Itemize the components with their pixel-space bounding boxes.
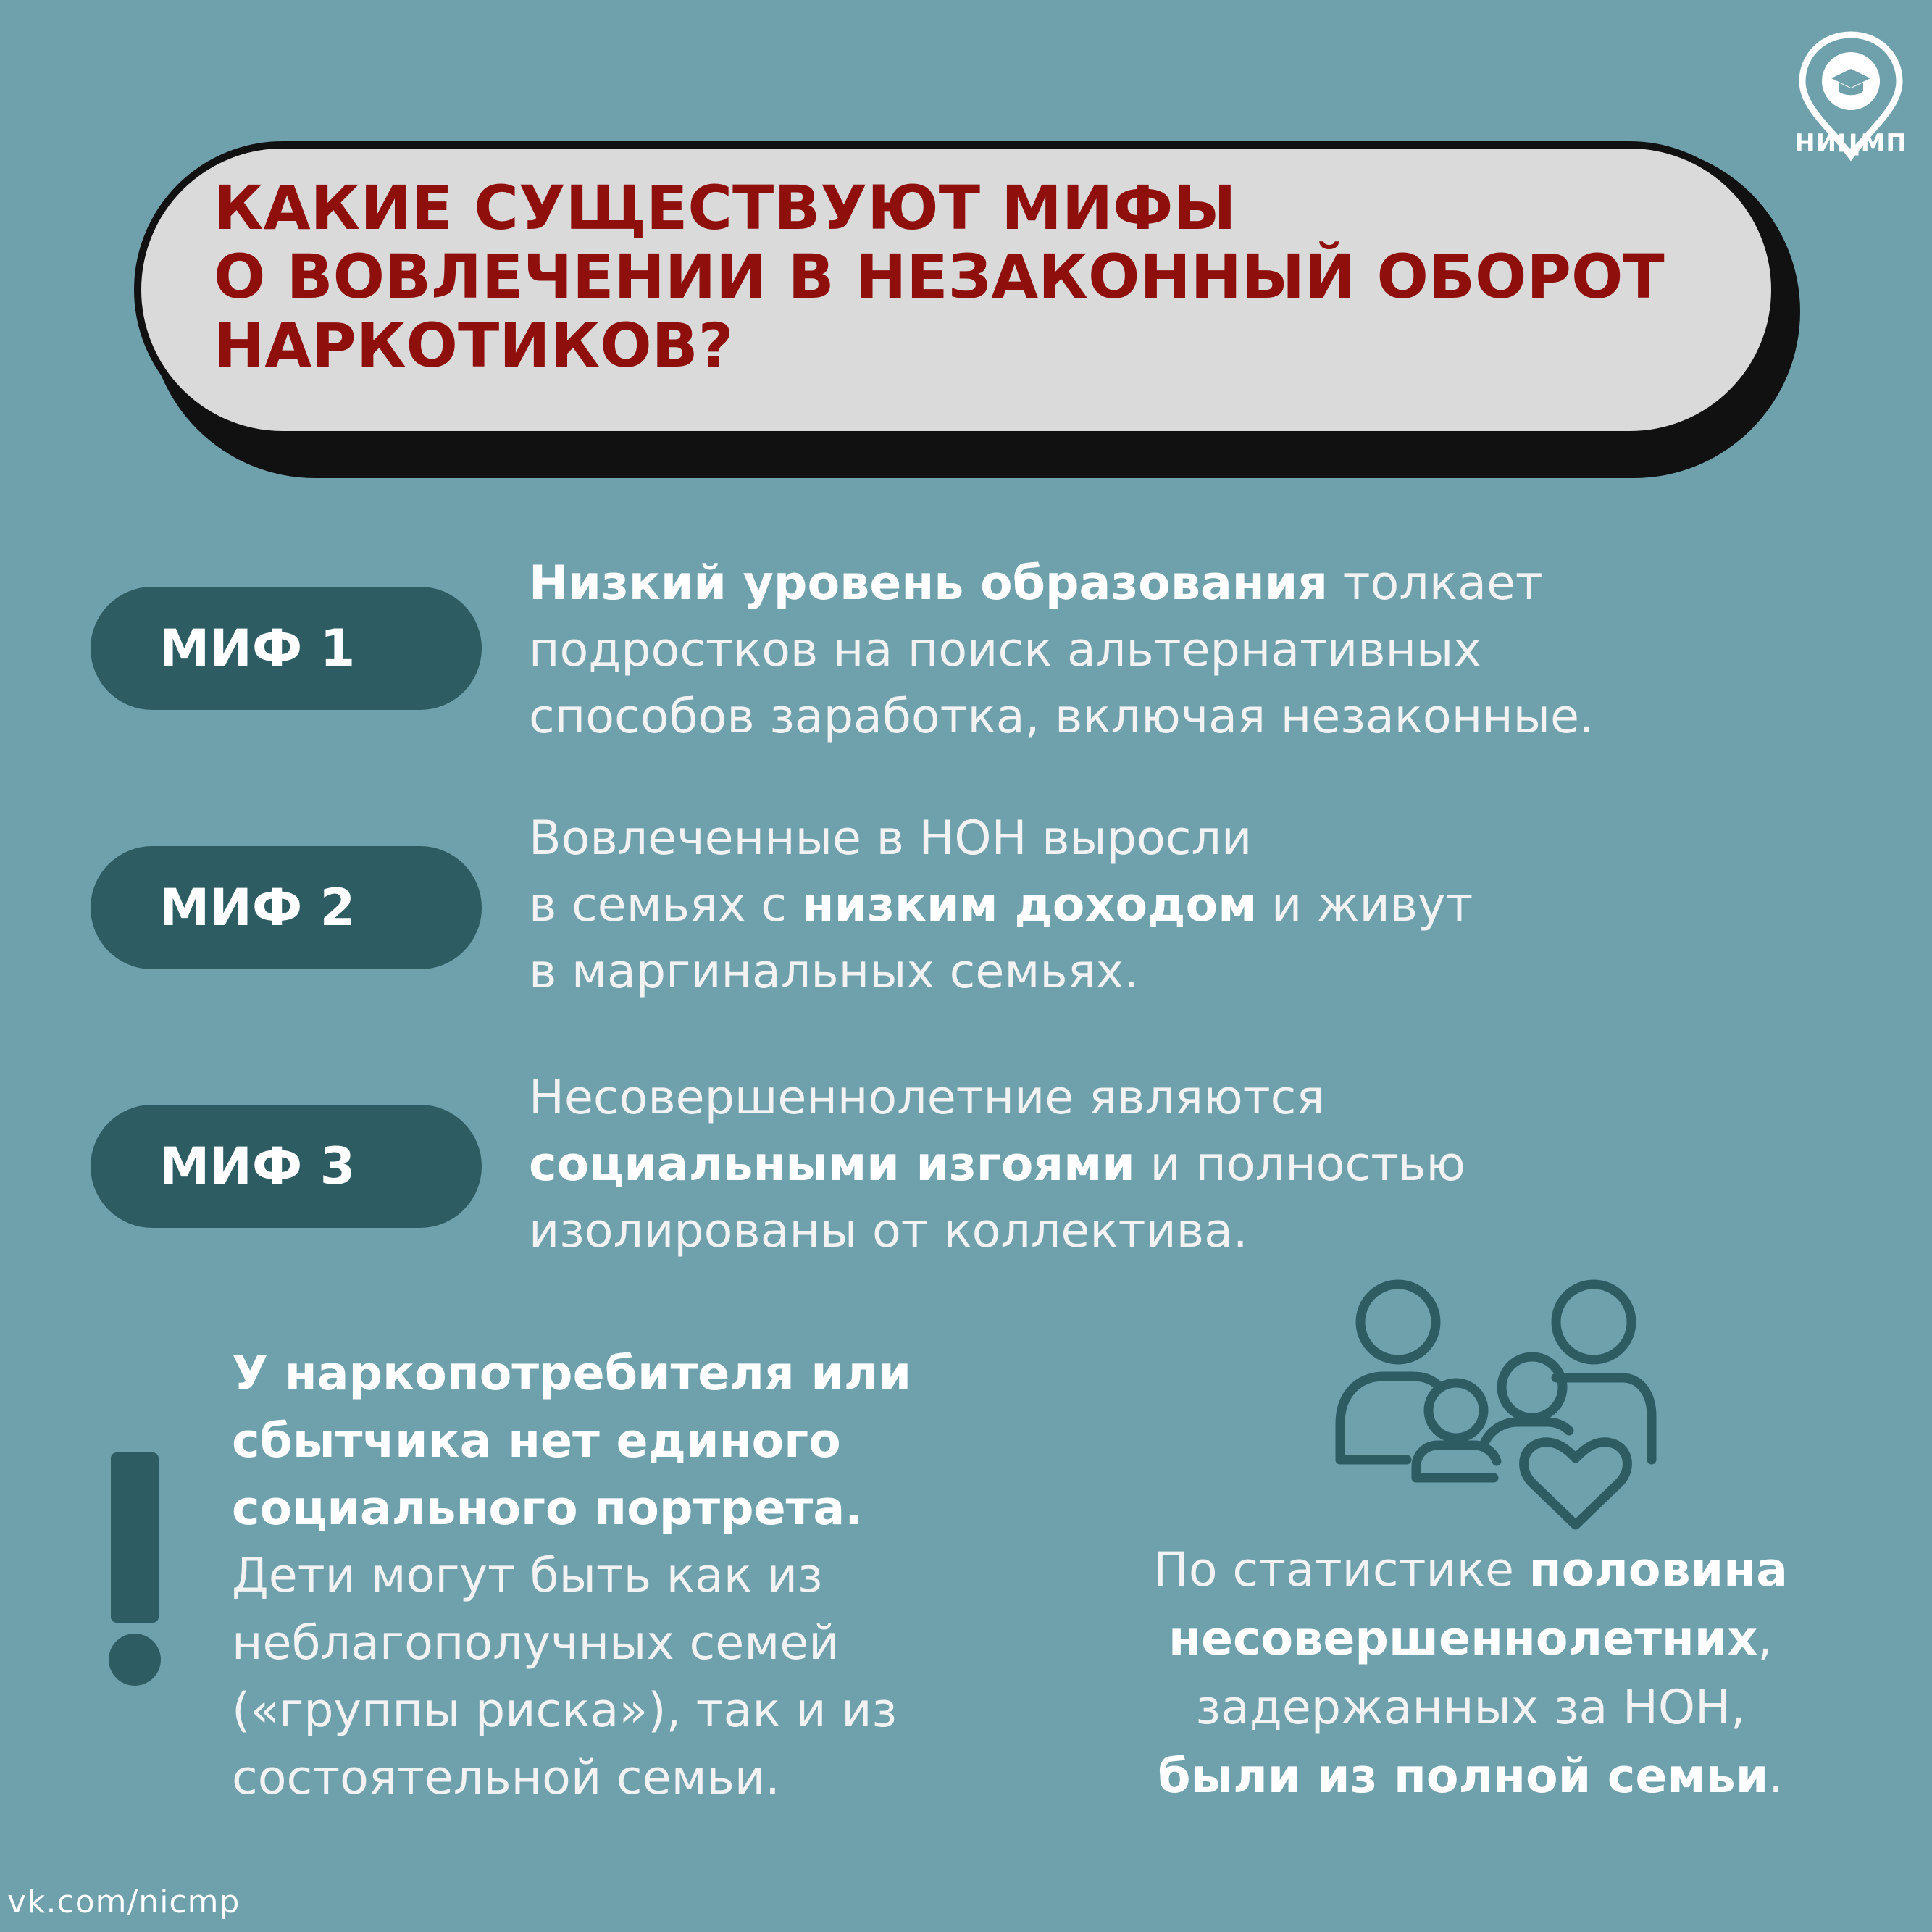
stat-line: задержанных за НОН, — [1195, 1681, 1746, 1735]
note-line: состоятельной семьи. — [232, 1751, 780, 1805]
page-title — [214, 174, 1735, 380]
myth-2-line: в маргинальных семьях. — [529, 945, 1139, 999]
stat-text-part: По статистике — [1153, 1543, 1529, 1597]
stat-highlight: половина — [1529, 1543, 1788, 1597]
myth-2-text-part: в семьях с — [529, 878, 802, 932]
family-icon — [1326, 1271, 1666, 1539]
title-line: КАКИЕ СУЩЕСТВУЮТ МИФЫ — [214, 172, 1237, 243]
myth-2-badge: МИФ 2 — [91, 846, 482, 969]
myth-2-highlight: низким доходом — [801, 878, 1257, 932]
myth-3-badge: МИФ 3 — [91, 1105, 482, 1228]
social-portrait-note — [232, 1340, 1065, 1812]
myth-1-highlight: Низкий уровень образования — [529, 556, 1329, 611]
myth-2-line: Вовлеченные в НОН выросли — [529, 811, 1253, 866]
myth-1-line: способов заработка, включая незаконные. — [529, 690, 1594, 744]
myth-3-text-part: и полностью — [1134, 1137, 1466, 1192]
stat-highlight: были из полной семьи — [1158, 1749, 1769, 1804]
note-line: неблагополучных семей — [232, 1616, 840, 1670]
logo-text: НИЦМП — [1794, 129, 1907, 158]
myth-3-line: изолированы от коллектива. — [529, 1204, 1248, 1258]
stat-highlight: несовершеннолетних — [1168, 1612, 1758, 1666]
myth-1-badge: МИФ 1 — [91, 587, 482, 710]
footer-link[interactable]: vk.com/nicmp — [7, 1883, 241, 1920]
myth-3-text — [529, 1065, 1905, 1265]
myth-3-line: Несовершеннолетние являются — [529, 1071, 1325, 1125]
note-highlight: социального портрета. — [232, 1481, 863, 1536]
note-line: («группы риска»), так и из — [232, 1684, 898, 1738]
myth-3-highlight: социальными изгоями — [529, 1137, 1135, 1192]
note-highlight: сбытчика нет единого — [232, 1414, 841, 1468]
title-line: О ВОВЛЕЧЕНИИ В НЕЗАКОННЫЙ ОБОРОТ — [214, 241, 1665, 312]
exclamation-icon — [111, 1452, 159, 1623]
stat-text-part: . — [1768, 1749, 1783, 1804]
myth-1-text-part: толкает — [1328, 556, 1543, 611]
exclamation-dot-icon — [109, 1634, 161, 1686]
note-line: Дети могут быть как из — [232, 1549, 823, 1603]
statistics-note — [1087, 1536, 1854, 1811]
myth-1-line: подростков на поиск альтернативных — [529, 623, 1481, 677]
myth-2-text — [529, 806, 1905, 1005]
myth-1-text — [529, 551, 1905, 750]
myth-2-text-part: и живут — [1256, 878, 1473, 932]
note-highlight: У наркопотребителя или — [232, 1347, 912, 1401]
stat-text-part: , — [1757, 1612, 1773, 1666]
title-line: НАРКОТИКОВ? — [214, 310, 734, 381]
